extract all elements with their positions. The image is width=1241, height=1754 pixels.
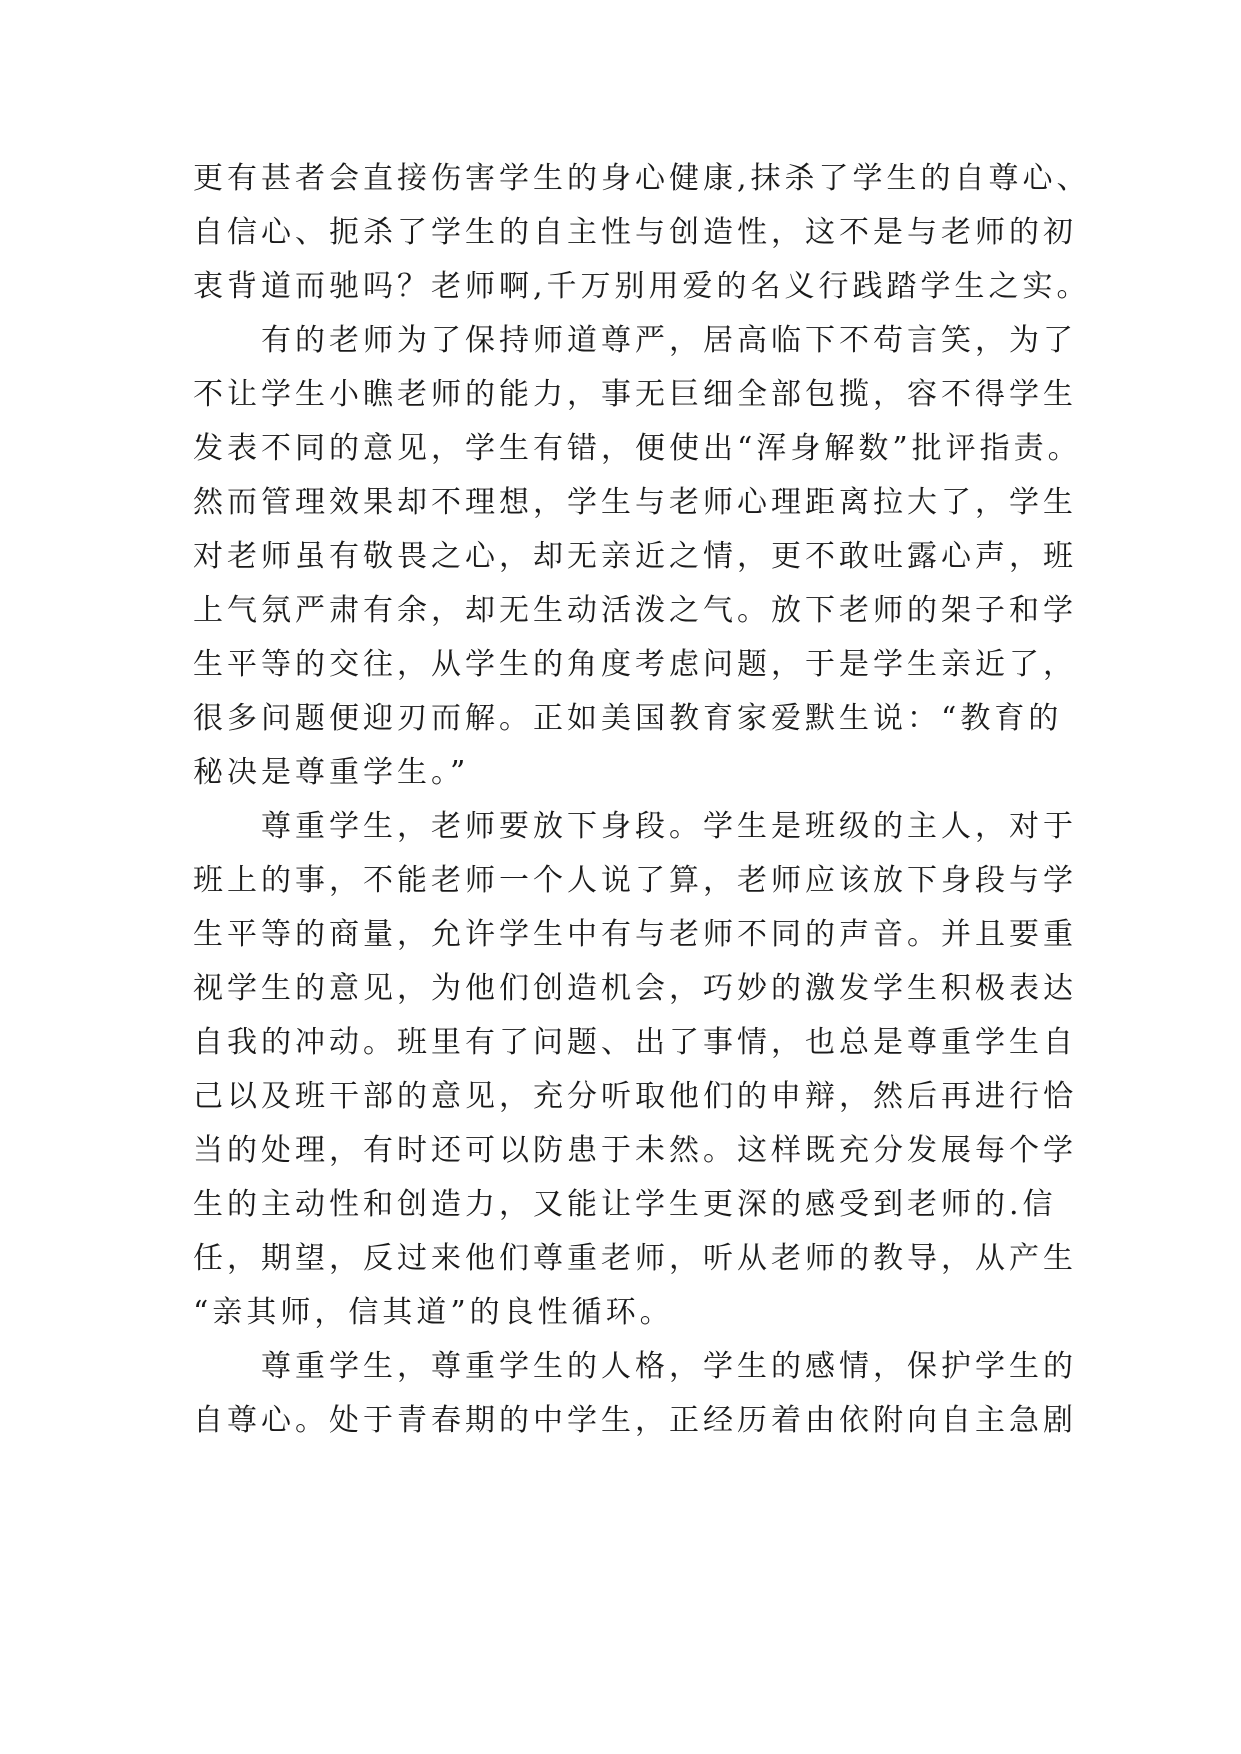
text-line: 发表不同的意见，学生有错，便使出“浑身解数”批评指责。 (193, 431, 1082, 466)
text-line: 己以及班干部的意见，充分听取他们的申辩，然后再进行恰 (193, 1079, 1077, 1114)
text-line: 有的老师为了保持师道尊严，居高临下不苟言笑，为了 (261, 323, 1077, 358)
paragraph-1 (193, 152, 1093, 314)
text-line: 生的主动性和创造力，又能让学生更深的感受到老师的.信 (193, 1187, 1057, 1222)
text-line: 班上的事，不能老师一个人说了算，老师应该放下身段与学 (193, 863, 1077, 898)
text-line: 对老师虽有敬畏之心，却无亲近之情，更不敢吐露心声，班 (193, 539, 1077, 574)
paragraph-4 (193, 1340, 1093, 1448)
text-line: 任，期望，反过来他们尊重老师，听从老师的教导，从产生 (193, 1241, 1077, 1276)
paragraph-3 (193, 800, 1093, 1340)
text-line: “亲其师，信其道”的良性循环。 (193, 1295, 674, 1330)
text-line: 自我的冲动。班里有了问题、出了事情，也总是尊重学生自 (193, 1025, 1077, 1060)
text-line: 生平等的交往，从学生的角度考虑问题，于是学生亲近了， (193, 647, 1077, 682)
text-line: 衷背道而驰吗？老师啊,千万别用爱的名义行践踏学生之实。 (193, 269, 1091, 304)
text-line: 很多问题便迎刃而解。正如美国教育家爱默生说：“教育的 (193, 701, 1063, 736)
text-line: 然而管理效果却不理想，学生与老师心理距离拉大了，学生 (193, 485, 1077, 520)
text-line: 上气氛严肃有余，却无生动活泼之气。放下老师的架子和学 (193, 593, 1077, 628)
text-line: 自尊心。处于青春期的中学生，正经历着由依附向自主急剧 (193, 1403, 1077, 1438)
text-line: 更有甚者会直接伤害学生的身心健康,抹杀了学生的自尊心、 (193, 161, 1091, 196)
text-line: 尊重学生，尊重学生的人格，学生的感情，保护学生的 (261, 1349, 1077, 1384)
text-line: 生平等的商量，允许学生中有与老师不同的声音。并且要重 (193, 917, 1077, 952)
text-line: 不让学生小瞧老师的能力，事无巨细全部包揽，容不得学生 (193, 377, 1077, 412)
text-line: 自信心、扼杀了学生的自主性与创造性，这不是与老师的初 (193, 215, 1077, 250)
text-line: 当的处理，有时还可以防患于未然。这样既充分发展每个学 (193, 1133, 1077, 1168)
text-line: 视学生的意见，为他们创造机会，巧妙的激发学生积极表达 (193, 971, 1077, 1006)
text-line: 尊重学生，老师要放下身段。学生是班级的主人，对于 (261, 809, 1077, 844)
text-line: 秘决是尊重学生。” (193, 755, 470, 790)
paragraph-2 (193, 314, 1093, 800)
body-text (193, 152, 1093, 1448)
